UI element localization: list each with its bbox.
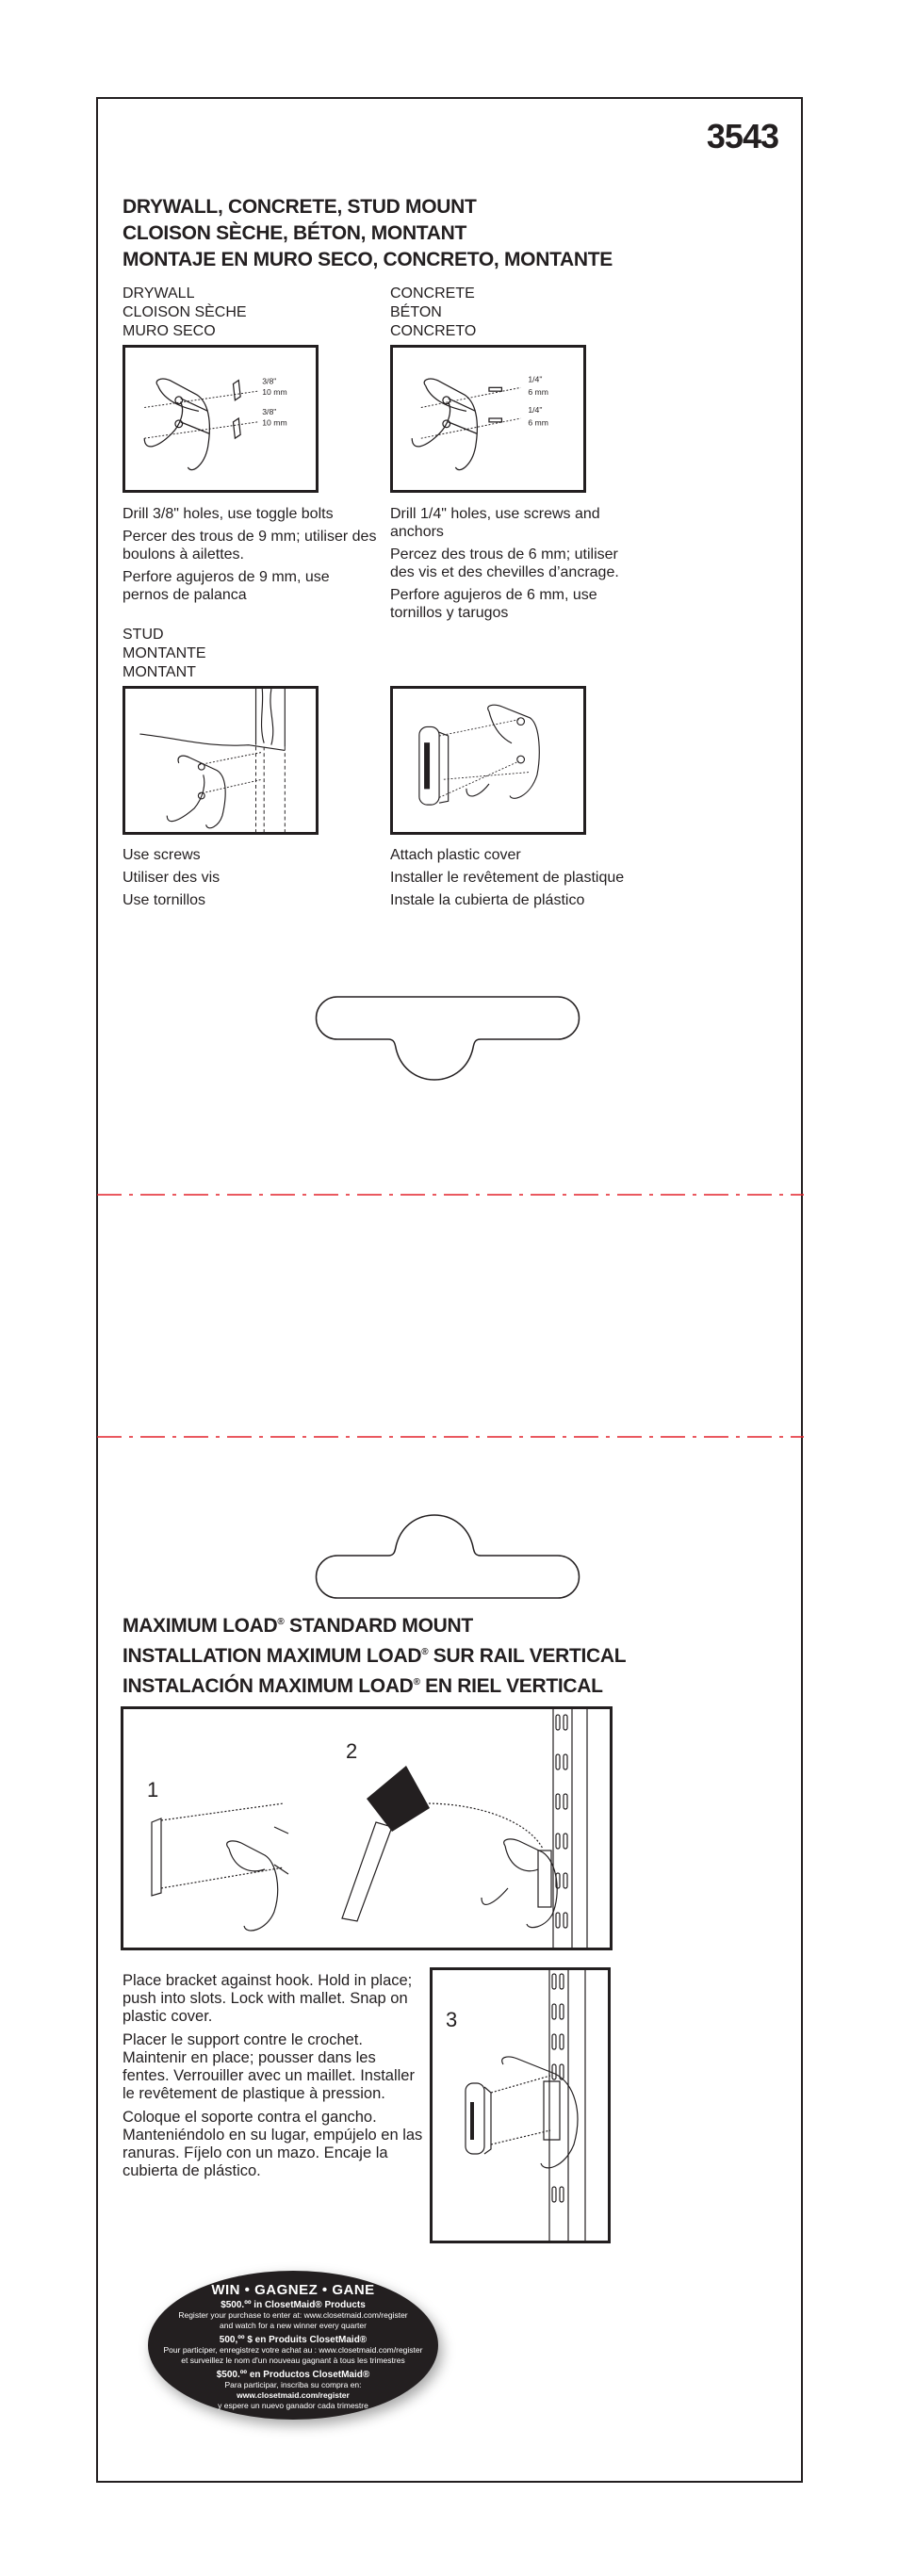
heading-es: MONTAJE EN MURO SECO, CONCRETO, MONTANTE xyxy=(123,249,613,270)
promo-line: Register your purchase to enter at: www.closetmaid.com/register xyxy=(178,2310,408,2320)
caption-es: Instale la cubierta de plástico xyxy=(390,892,585,908)
dim-label: 3/8" xyxy=(262,407,277,417)
caption-fr: Installer le revêtement de plastique xyxy=(390,870,625,886)
step-number: 1 xyxy=(147,1778,159,1802)
stud-illustration xyxy=(123,686,319,835)
label-fr: CLOISON SÈCHE xyxy=(123,304,247,320)
instruction-en: Place bracket against hook. Hold in place; push into slots. Lock with mallet. Snap on plastic cover. xyxy=(123,1972,413,2025)
dim-label: 6 mm xyxy=(528,387,548,398)
cover-illustration xyxy=(390,686,586,835)
caption-es: Perfore agujeros de 6 mm, use tornillos y tarugos xyxy=(390,587,597,621)
label-en: STUD xyxy=(123,627,164,643)
label-en: CONCRETE xyxy=(390,285,475,302)
hang-slot-bottom xyxy=(311,1506,594,1604)
dim-label: 1/4" xyxy=(528,374,543,384)
promo-line: and watch for a new winner every quarter xyxy=(220,2321,367,2330)
stud-caption xyxy=(123,846,377,914)
heading-fr: INSTALLATION MAXIMUM LOAD® SUR RAIL VERTICAL xyxy=(123,1645,627,1667)
drywall-label xyxy=(123,285,247,341)
promo-line: et surveillez le nom d'un nouveau gagnant à tous les trimestres xyxy=(181,2356,405,2365)
caption-en: Use screws xyxy=(123,847,201,863)
dim-label: 3/8" xyxy=(262,376,277,386)
step-number: 3 xyxy=(446,2008,458,2031)
hook-anchor-drawing xyxy=(393,348,583,490)
caption-fr: Percer des trous de 9 mm; utiliser des boulons à ailettes. xyxy=(123,529,377,562)
label-en: DRYWALL xyxy=(123,285,195,302)
instruction-es: Coloque el soporte contra el gancho. Manteniéndolo en su lugar, empújelo en las ranuras. Fíjelo con un mazo. Encaje la cubierta de plástico. xyxy=(123,2109,423,2179)
label-es: MONTANT xyxy=(123,664,196,680)
cut-line-bottom xyxy=(97,1435,804,1439)
heading-en: DRYWALL, CONCRETE, STUD MOUNT xyxy=(123,196,477,218)
instruction-fr: Placer le support contre le crochet. Maintenir en place; pousser dans les fentes. Verrouiller avec un maillet. Installer le revêtement de plastique à pression. xyxy=(123,2031,415,2102)
steps-1-2-illustration xyxy=(121,1706,613,1950)
promo-prize-fr: 500,ºº $ en Produits ClosetMaid® xyxy=(219,2335,368,2345)
dim-label: 6 mm xyxy=(528,417,548,428)
label-fr: MONTANTE xyxy=(123,645,206,661)
promo-line: y espere un nuevo ganador cada trimestre xyxy=(218,2401,368,2410)
step-number: 2 xyxy=(346,1739,358,1763)
promo-line: Pour participer, enregistrez votre achat au : www.closetmaid.com/register xyxy=(163,2345,423,2355)
stud-label xyxy=(123,626,206,682)
dim-label: 10 mm xyxy=(262,417,287,428)
hang-slot-top xyxy=(311,991,594,1089)
caption-es: Use tornillos xyxy=(123,892,206,908)
promo-title: WIN • GAGNEZ • GANE xyxy=(211,2282,375,2298)
caption-en: Drill 3/8" holes, use toggle bolts xyxy=(123,506,334,522)
caption-es: Perfore agujeros de 9 mm, use pernos de palanca xyxy=(123,569,330,603)
caption-en: Attach plastic cover xyxy=(390,847,521,863)
caption-en: Drill 1/4" holes, use screws and anchors xyxy=(390,506,600,540)
section2-heading xyxy=(123,1609,626,1700)
heading-fr: CLOISON SÈCHE, BÉTON, MONTANT xyxy=(123,222,467,244)
concrete-label xyxy=(390,285,476,341)
drywall-illustration xyxy=(123,345,319,493)
label-es: MURO SECO xyxy=(123,323,216,339)
cover-on-rail-drawing xyxy=(433,1970,608,2241)
promo-prize-es: $500.ºº en Productos ClosetMaid® xyxy=(216,2370,370,2380)
promo-prize-en: $500.ºº in ClosetMaid® Products xyxy=(221,2300,366,2310)
dim-label: 10 mm xyxy=(262,387,287,398)
label-fr: BÉTON xyxy=(390,304,442,320)
cover-caption xyxy=(390,846,673,914)
promo-link: www.closetmaid.com/register xyxy=(237,2390,350,2400)
dim-label: 1/4" xyxy=(528,405,543,416)
label-es: CONCRETO xyxy=(390,323,477,339)
step-3-illustration xyxy=(430,1967,611,2243)
model-number: 3543 xyxy=(706,117,778,155)
hook-toggle-bolt-drawing xyxy=(125,348,316,490)
promo-line: Para participar, inscriba su compra en: xyxy=(224,2380,362,2389)
hook-stud-drawing xyxy=(125,689,316,832)
caption-fr: Percez des trous de 6 mm; utiliser des vis et des chevilles d’ancrage. xyxy=(390,546,619,580)
concrete-caption xyxy=(390,505,645,627)
cut-line-top xyxy=(97,1193,804,1197)
heading-es: INSTALACIÓN MAXIMUM LOAD® EN RIEL VERTICAL xyxy=(123,1675,603,1697)
heading-en: MAXIMUM LOAD® STANDARD MOUNT xyxy=(123,1615,473,1637)
promo-sticker xyxy=(148,2271,438,2420)
caption-fr: Utiliser des vis xyxy=(123,870,221,886)
drywall-caption xyxy=(123,505,377,609)
plastic-cover-drawing xyxy=(393,689,583,832)
section1-heading xyxy=(123,194,613,273)
rail-slots xyxy=(556,1715,567,1928)
mallet-standard-drawing xyxy=(123,1709,610,1948)
instructions xyxy=(123,1972,424,2180)
concrete-illustration xyxy=(390,345,586,493)
